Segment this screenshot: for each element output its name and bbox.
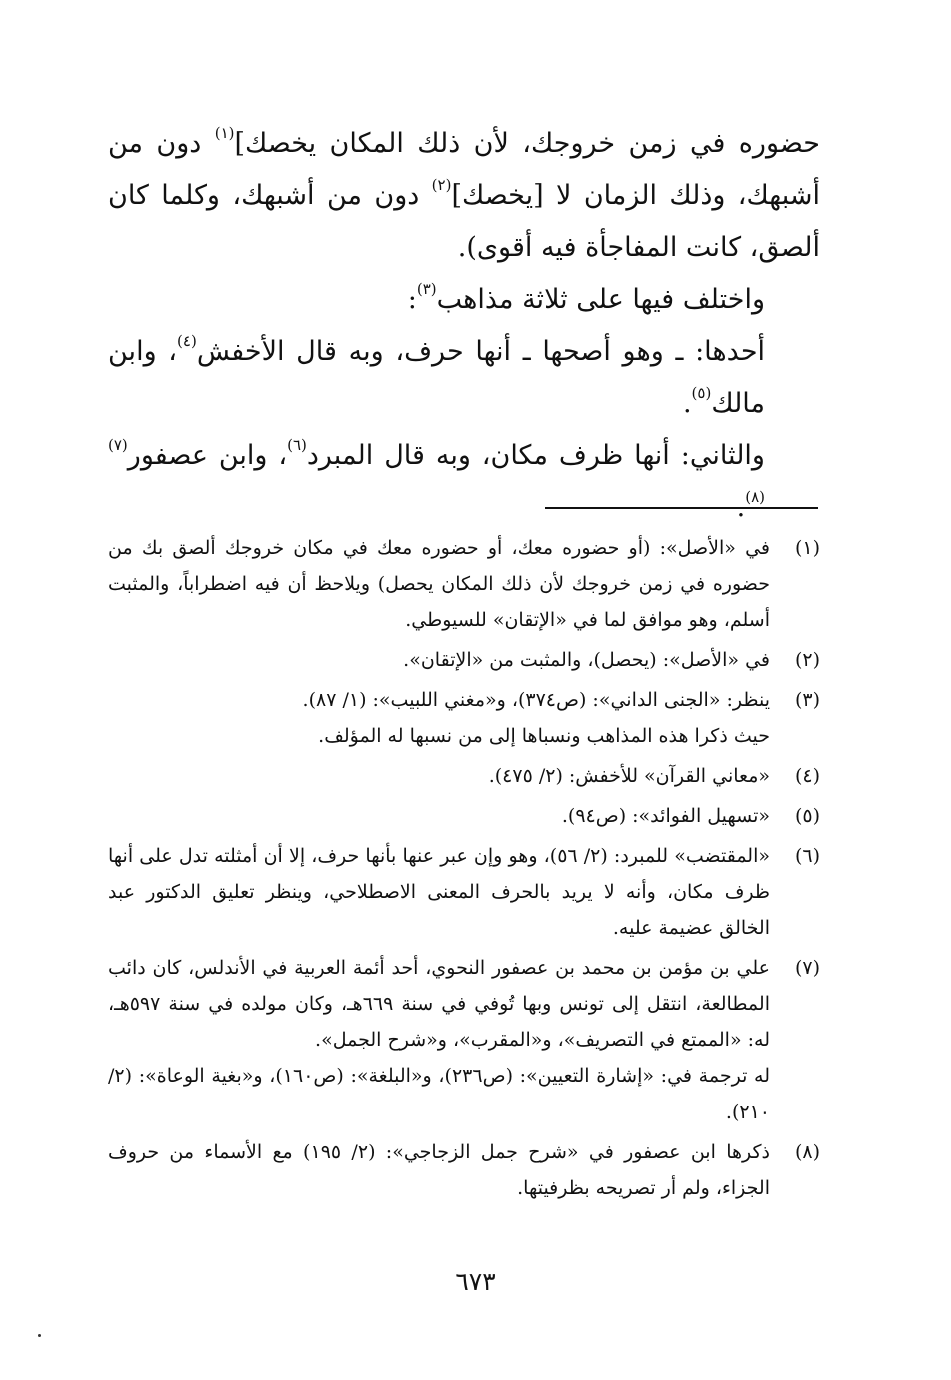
footnote-body [108,798,770,834]
footnote-body [108,530,770,638]
paragraph-4 [108,430,820,534]
footnote-text: «تسهيل الفوائد»: (ص٩٤). [561,805,770,827]
scan-speck [38,1334,41,1337]
footnote-text: «معاني القرآن» للأخفش: (٢/ ٤٧٥). [488,765,770,787]
footnote-text: ذكرها ابن عصفور في «شرح جمل الزجاجي»: (٢/ ١٩٥) مع الأسماء من حروف الجزاء، ولم أر تصريحه بظرفيتها. [108,1141,770,1199]
paragraph-1-text-c: دون من أشبهك، وكلما كان ألصق، كانت المفاجأة فيه أقوى). [108,180,820,263]
paragraph-4-text-b: ، وابن عصفور [127,440,288,471]
footnote-number: (١) [794,537,820,559]
paragraph-1-text-b: دون من أشبهك، وذلك الزمان لا [يخصك] [108,128,820,211]
footnote-number: (٥) [794,805,820,827]
footnote-number: (٢) [794,649,820,671]
footnote-ref-2: (٢) [431,176,452,194]
footnote-text: «المقتضب» للمبرد: (٢/ ٥٦)، وهو وإن عبر عنها بأنها حرف، إلا أن أمثلته تدل على أنها ظرف مكان، وأنه لا يريد بالحرف المعنى الاصطلاحي، وينظر تعليق الدكتور عبد الخالق عضيمة عليه. [108,845,770,939]
paragraph-2 [108,274,820,326]
footnote-body [108,1134,770,1206]
footnote-6 [108,838,820,946]
footnote-ref-6: (٦) [287,436,307,454]
footnote-ref-4: (٤) [177,332,197,350]
footnote-4 [108,758,820,794]
footnote-7 [108,950,820,1130]
footnote-text: في «الأصل»: (أو حضوره معك، أو حضوره معك في مكان خروجك ألصق بك من حضوره في زمن خروجك لأن ذلك المكان يحصل) ويلاحظ أن فيه اضطراباً، والمثبت أسلم، وهو موافق لما في «الإتقان» للسيوطي. [108,537,770,631]
footnote-2 [108,642,820,678]
footnote-8 [108,1134,820,1206]
footnote-text: ينظر: «الجنى الداني»: (ص٣٧٤)، و«مغني اللبيب»: (١/ ٨٧). [302,689,770,711]
footnote-number: (٦) [794,845,820,867]
footnote-1 [108,530,820,638]
footnote-ref-5: (٥) [691,384,712,402]
footnote-body [108,838,770,946]
footnote-ref-1: (١) [214,124,235,142]
footnote-5 [108,798,820,834]
paragraph-3-text-b: ، وابن مالك [108,336,765,419]
paragraph-2-text-b: : [407,284,417,315]
footnote-text: حيث ذكرا هذه المذاهب ونسباها إلى من نسبها له المؤلف. [318,725,770,747]
paragraph-3-text-a: أحدها: ـ وهو أصحها ـ أنها حرف، وبه قال الأخفش [196,336,766,367]
paragraph-3 [108,326,820,430]
paragraph-1 [108,118,820,274]
footnote-separator [545,507,818,509]
footnote-body [108,642,770,678]
paragraph-4-text-a: والثاني: أنها ظرف مكان، وبه قال المبرد [306,440,765,471]
footnote-text: في «الأصل»: (يحصل)، والمثبت من «الإتقان». [403,649,770,671]
page-number: ٦٧٣ [455,1267,496,1296]
main-text [108,118,820,534]
footnote-text: له ترجمة في: «إشارة التعيين»: (ص٢٣٦)، و«البلغة»: (ص١٦٠)، و«بغية الوعاة»: (٢/ ٢١٠). [108,1065,771,1123]
footnote-body [108,758,770,794]
footnotes [108,530,820,1210]
paragraph-4-text-c: . [736,492,746,523]
footnote-ref-7-8: (٧) (٨) [108,436,765,506]
footnote-number: (٤) [794,765,820,787]
paragraph-2-text-a: واختلف فيها على ثلاثة مذاهب [436,284,765,315]
footnote-body [108,950,770,1130]
paragraph-3-text-c: . [682,388,692,419]
footnote-3 [108,682,820,754]
footnote-number: (٨) [794,1141,820,1163]
footnote-text: علي بن مؤمن بن محمد بن عصفور النحوي، أحد أئمة العربية في الأندلس، كان دائب المطالعة، انتقل إلى تونس وبها تُوفي في سنة ٦٦٩هـ، وكان مولده في سنة ٥٩٧هـ، له: «الممتع في التصريف»، و«المقرب»، و«شرح الجمل». [108,957,770,1051]
footnote-ref-3: (٣) [416,280,437,298]
footnote-number: (٧) [794,957,820,979]
paragraph-1-text-a: حضوره في زمن خروجك، لأن ذلك المكان يخصك] [234,128,820,159]
footnote-number: (٣) [794,689,820,711]
footnote-body [108,682,770,754]
